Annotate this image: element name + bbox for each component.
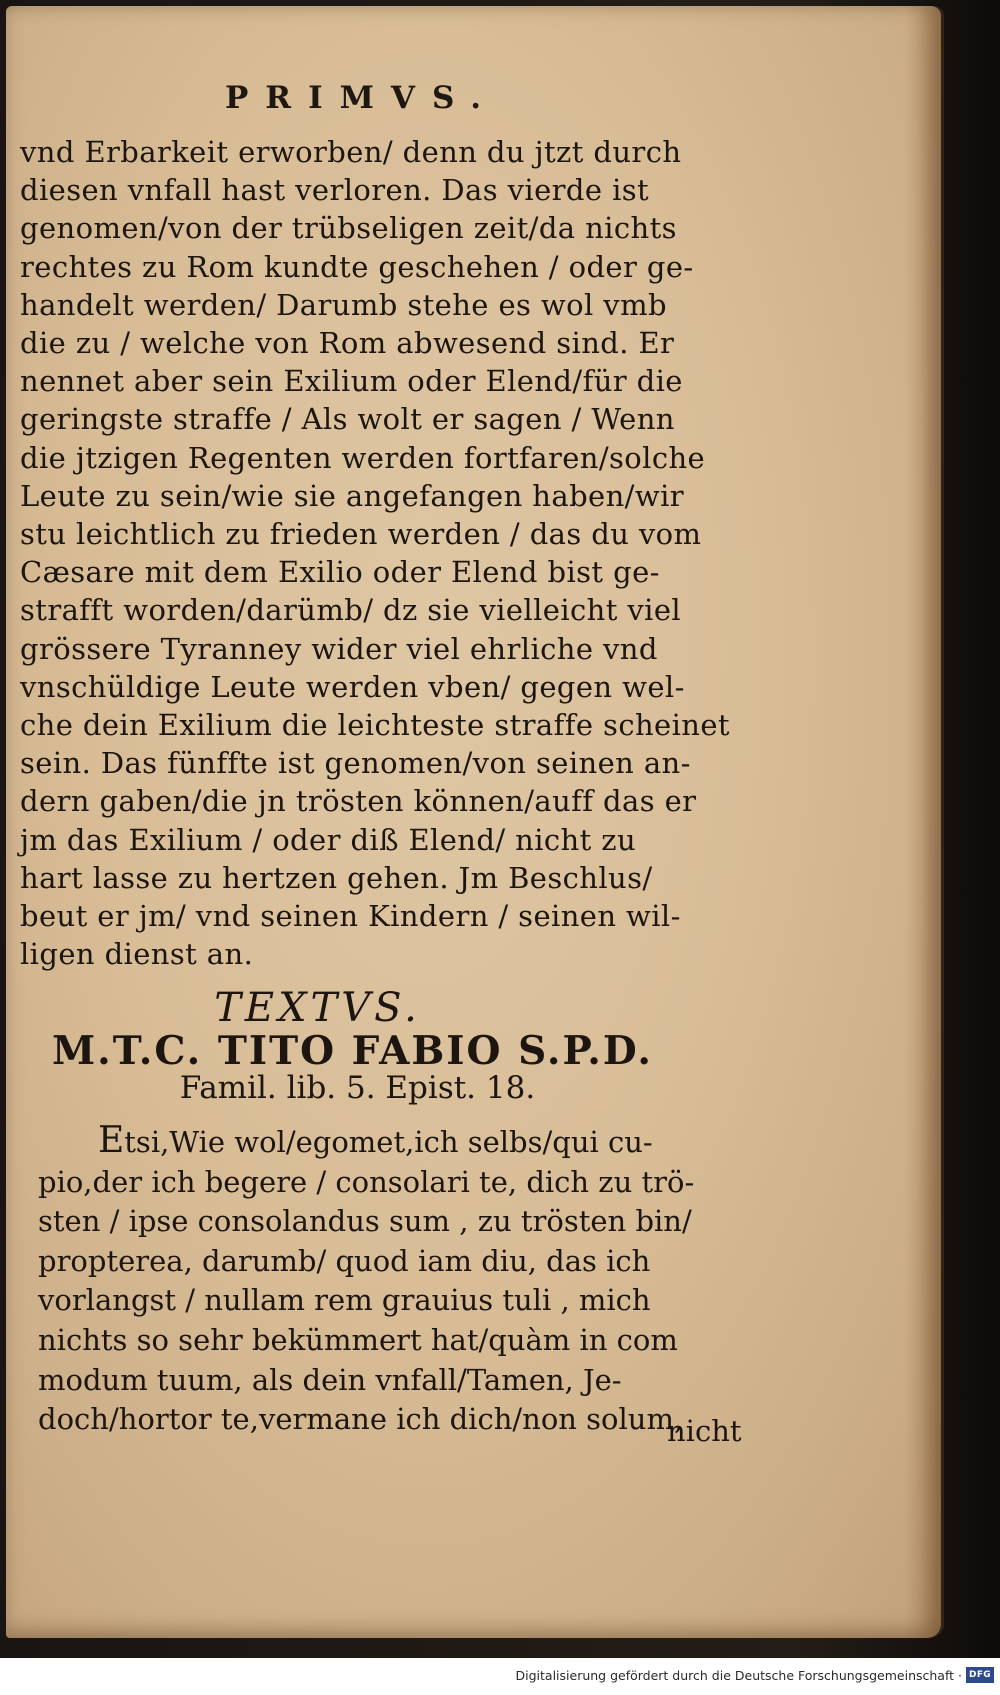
text-line: Cæsare mit dem Exilio oder Elend bist ge- bbox=[20, 555, 660, 590]
letter-line: pio,der ich begere / consolari te, dich zu trö- bbox=[38, 1164, 695, 1199]
text-line: beut er jm/ vnd seinen Kindern / seinen wil- bbox=[20, 899, 681, 934]
letter-line: doch/hortor te,vermane ich dich/non solum, bbox=[38, 1402, 684, 1437]
text-line: grössere Tyranney wider viel ehrliche vnd bbox=[20, 631, 658, 666]
letter-line: propterea, darumb/ quod iam diu, das ich bbox=[38, 1243, 651, 1278]
text-line: hart lasse zu hertzen gehen. Jm Beschlus/ bbox=[20, 860, 653, 895]
letter-line: sten / ipse consolandus sum , zu trösten bin/ bbox=[38, 1204, 692, 1239]
letter-line: modum tuum, als dein vnfall/Tamen, Je- bbox=[38, 1362, 622, 1397]
running-header: PRIMVS. bbox=[225, 80, 499, 116]
letter-first-line bbox=[38, 1121, 758, 1163]
text-line: diesen vnfall hast verloren. Das vierde ist bbox=[20, 173, 650, 208]
text-line: sein. Das fünffte ist genomen/von seinen an- bbox=[20, 746, 691, 781]
footer-bar bbox=[0, 1658, 1000, 1695]
text-line: strafft worden/darümb/ dz sie vielleicht viel bbox=[20, 593, 682, 628]
text-line: jm das Exilium / oder diß Elend/ nicht zu bbox=[20, 822, 637, 857]
text-line: genomen/von der trübseligen zeit/da nichts bbox=[20, 211, 677, 246]
text-line: Leute zu sein/wie sie angefangen haben/wir bbox=[20, 478, 685, 513]
footer-credit: Digitalisierung gefördert durch die Deutsche Forschungsgemeinschaft · bbox=[515, 1668, 962, 1683]
letter-reference: Famil. lib. 5. Epist. 18. bbox=[179, 1070, 536, 1106]
text-line: nennet aber sein Exilium oder Elend/für die bbox=[20, 364, 683, 399]
text-line: die jtzigen Regenten werden fortfaren/solche bbox=[20, 440, 706, 475]
dfg-logo: DFG bbox=[966, 1667, 994, 1683]
text-line: che dein Exilium die leichteste straffe scheinet bbox=[20, 708, 730, 743]
text-line: rechtes zu Rom kundte geschehen / oder ge- bbox=[20, 249, 694, 284]
text-line: vnd Erbarkeit erworben/ denn du jtzt durch bbox=[20, 135, 682, 169]
initial-letter: E bbox=[98, 1120, 125, 1161]
page-edge-shadow bbox=[904, 6, 944, 1638]
letter-title: M.T.C. TITO FABIO S.P.D. bbox=[52, 1028, 653, 1074]
letter-line: nichts so sehr bekümmert hat/quàm in com bbox=[38, 1322, 678, 1357]
commentary-text bbox=[20, 133, 760, 973]
text-line: die zu / welche von Rom abwesend sind. Er bbox=[20, 326, 675, 361]
letter-line: vorlangst / nullam rem grauius tuli , mich bbox=[38, 1283, 651, 1318]
text-line: vnschüldige Leute werden vben/ gegen wel- bbox=[20, 669, 685, 704]
text-line: stu leichtlich zu frieden werden / das du vom bbox=[20, 517, 702, 552]
letter-text bbox=[38, 1121, 758, 1440]
text-line: handelt werden/ Darumb stehe es wol vmb bbox=[20, 287, 667, 322]
catchword: nicht bbox=[667, 1414, 742, 1448]
text-line: dern gaben/die jn trösten können/auff das er bbox=[20, 784, 697, 819]
section-heading: TEXTVS. bbox=[214, 985, 421, 1031]
text-line: ligen dienst an. bbox=[20, 937, 254, 972]
text-line: geringste straffe / Als wolt er sagen / Wenn bbox=[20, 402, 675, 437]
letter-first-line-text: tsi,Wie wol/egomet,ich selbs/qui cu- bbox=[124, 1125, 653, 1159]
